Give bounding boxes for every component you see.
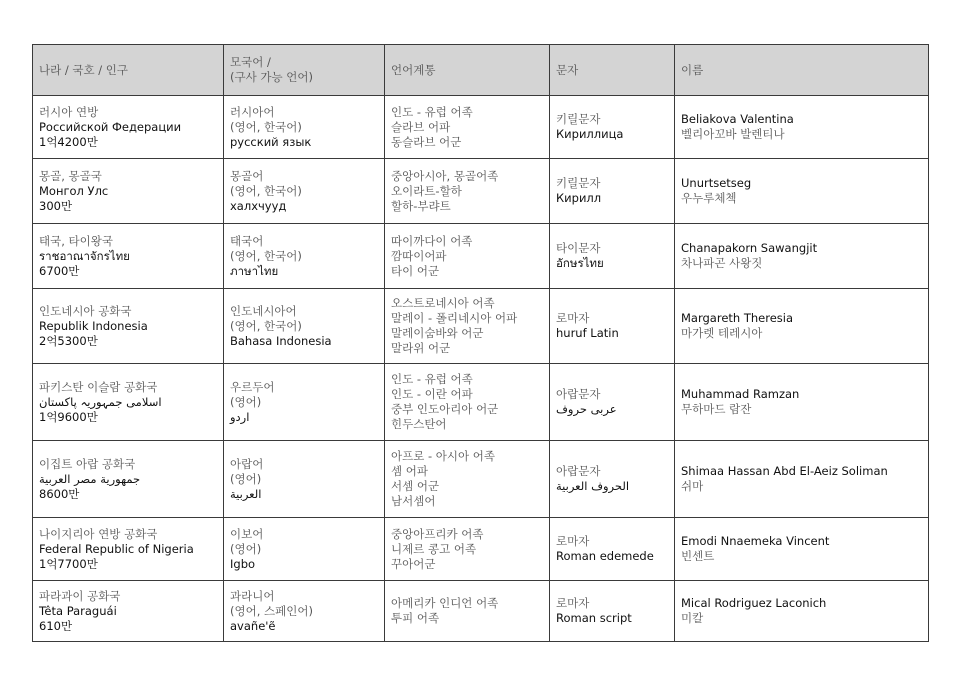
- country-line: جمهورية مصر العربية: [39, 471, 141, 486]
- table-row: [33, 159, 929, 224]
- cell-language-family: [385, 441, 550, 518]
- native-language-line: (영어, 한국어): [230, 119, 302, 134]
- name-line: 우누루체첵: [681, 191, 737, 205]
- language-family-line: 아프로 - 아시아 어족: [391, 449, 495, 463]
- language-family-line: 인도 - 유럽 어족: [391, 104, 473, 119]
- language-family-line: 깜따이어파: [391, 248, 447, 263]
- script-line: 로마자: [556, 596, 590, 610]
- cell-language-family: [385, 96, 550, 159]
- language-family-line: 말라위 어군: [391, 341, 451, 355]
- cell-script: [550, 224, 675, 289]
- header-language-family: [385, 45, 550, 96]
- cell-country: [33, 581, 224, 642]
- header-script-label: 문자: [556, 62, 579, 77]
- native-language-line: русский язык: [230, 134, 312, 149]
- country-line: 300만: [39, 198, 73, 213]
- native-language-line: 이보어: [230, 526, 264, 541]
- native-language-line: 우르두어: [230, 379, 275, 394]
- cell-name: [675, 364, 929, 441]
- language-family-line: 중앙아시아, 몽골어족: [391, 168, 499, 183]
- name-line: Margareth Theresia: [681, 311, 794, 325]
- header-native-language-line: 모국어 /: [230, 55, 271, 69]
- header-language-family-label: 언어계통: [391, 62, 436, 77]
- language-family-line: 투피 어족: [391, 611, 440, 625]
- cell-native-language: [224, 289, 385, 364]
- cell-language-family: [385, 159, 550, 224]
- script-line: Кирилл: [556, 191, 602, 205]
- script-line: 로마자: [556, 534, 590, 548]
- name-line: Chanapakorn Sawangjit: [681, 241, 818, 255]
- cell-script: [550, 159, 675, 224]
- country-line: 1억7700만: [39, 556, 98, 571]
- language-family-line: 셈 어파: [391, 464, 428, 478]
- country-line: ราชอาณาจักรไทย: [39, 248, 130, 263]
- native-language-line: العربية: [230, 486, 262, 501]
- country-line: 파라과이 공화국: [39, 588, 121, 603]
- name-line: Muhammad Ramzan: [681, 387, 800, 401]
- script-line: الحروف العربية: [556, 479, 630, 493]
- country-line: Republik Indonesia: [39, 318, 148, 333]
- language-family-line: 남서셈어: [391, 494, 436, 508]
- script-line: Roman edemede: [556, 549, 654, 563]
- header-country-label: 나라 / 국호 / 인구: [39, 62, 129, 77]
- language-family-line: 중부 인도아리아 어군: [391, 402, 499, 416]
- country-line: 태국, 타이왕국: [39, 233, 113, 248]
- cell-name: [675, 289, 929, 364]
- name-line: Beliakova Valentina: [681, 112, 794, 126]
- name-line: 미칼: [681, 611, 704, 625]
- country-line: 1억4200만: [39, 134, 98, 149]
- native-language-line: 인도네시아어: [230, 303, 297, 318]
- script-line: อักษรไทย: [556, 256, 604, 270]
- table-row: [33, 581, 929, 642]
- cell-native-language: [224, 518, 385, 581]
- cell-script: [550, 581, 675, 642]
- language-family-line: 할하-부랴트: [391, 198, 451, 213]
- country-line: اسلامی جمہوریہ پاکستان: [39, 394, 162, 409]
- country-line: 1억9600만: [39, 409, 98, 424]
- script-line: Кириллица: [556, 127, 624, 141]
- language-family-line: 인도 - 유럽 어족: [391, 372, 473, 386]
- header-name-label: 이름: [681, 62, 704, 77]
- header-script: [550, 45, 675, 96]
- cell-language-family: [385, 364, 550, 441]
- script-line: huruf Latin: [556, 326, 619, 340]
- native-language-line: халхчууд: [230, 198, 287, 213]
- cell-native-language: [224, 96, 385, 159]
- country-line: 러시아 연방: [39, 104, 99, 119]
- language-family-line: 서셈 어군: [391, 479, 440, 493]
- name-line: Unurtsetseg: [681, 176, 752, 190]
- language-family-line: 말레이 - 폴리네시아 어파: [391, 311, 518, 325]
- header-native-language: [224, 45, 385, 96]
- script-line: 로마자: [556, 311, 590, 325]
- cell-script: [550, 96, 675, 159]
- name-line: Emodi Nnaemeka Vincent: [681, 534, 830, 548]
- cell-script: [550, 289, 675, 364]
- cell-native-language: [224, 224, 385, 289]
- cell-country: [33, 289, 224, 364]
- script-line: 키릴문자: [556, 176, 601, 190]
- country-line: Federal Republic of Nigeria: [39, 541, 194, 556]
- cell-script: [550, 441, 675, 518]
- country-line: 파키스탄 이슬람 공화국: [39, 379, 158, 394]
- script-line: 아랍문자: [556, 387, 601, 401]
- native-language-line: Igbo: [230, 556, 256, 571]
- name-line: 쉬마: [681, 479, 704, 493]
- native-language-line: 몽골어: [230, 168, 264, 183]
- native-language-line: 러시아어: [230, 104, 275, 119]
- cell-language-family: [385, 518, 550, 581]
- cell-name: [675, 518, 929, 581]
- cell-language-family: [385, 289, 550, 364]
- native-language-line: ภาษาไทย: [230, 263, 279, 278]
- script-line: عربی حروف: [556, 402, 617, 416]
- country-line: 몽골, 몽골국: [39, 168, 102, 183]
- script-line: 키릴문자: [556, 112, 601, 126]
- language-table: [32, 44, 929, 642]
- cell-name: [675, 96, 929, 159]
- cell-script: [550, 364, 675, 441]
- cell-country: [33, 224, 224, 289]
- native-language-line: Bahasa Indonesia: [230, 333, 332, 348]
- language-family-line: 중앙아프리카 어족: [391, 526, 484, 541]
- table-row: [33, 224, 929, 289]
- cell-country: [33, 364, 224, 441]
- country-line: 6700만: [39, 263, 80, 278]
- table-row: [33, 441, 929, 518]
- script-line: Roman script: [556, 611, 632, 625]
- native-language-line: 태국어: [230, 233, 264, 248]
- cell-country: [33, 518, 224, 581]
- cell-script: [550, 518, 675, 581]
- native-language-line: avañe'ẽ: [230, 618, 276, 633]
- cell-country: [33, 96, 224, 159]
- script-line: 아랍문자: [556, 464, 601, 478]
- language-family-line: 꾸아어군: [391, 556, 436, 571]
- table-row: [33, 289, 929, 364]
- country-line: 나이지리아 연방 공화국: [39, 526, 158, 541]
- table-body: [33, 96, 929, 642]
- cell-native-language: [224, 441, 385, 518]
- country-line: 610만: [39, 618, 73, 633]
- name-line: Shimaa Hassan Abd El-Aeiz Soliman: [681, 464, 888, 478]
- country-line: 2억5300만: [39, 333, 98, 348]
- table-row: [33, 96, 929, 159]
- country-line: 8600만: [39, 486, 80, 501]
- header-country: [33, 45, 224, 96]
- language-family-line: 동슬라브 어군: [391, 134, 462, 149]
- native-language-line: (영어, 스페인어): [230, 603, 313, 618]
- native-language-line: (영어): [230, 471, 262, 486]
- cell-name: [675, 441, 929, 518]
- cell-country: [33, 159, 224, 224]
- header-name: [675, 45, 929, 96]
- cell-native-language: [224, 364, 385, 441]
- language-family-line: 힌두스탄어: [391, 417, 447, 431]
- cell-name: [675, 159, 929, 224]
- cell-native-language: [224, 581, 385, 642]
- native-language-line: (영어, 한국어): [230, 248, 302, 263]
- native-language-line: (영어): [230, 394, 262, 409]
- country-line: 이집트 아랍 공화국: [39, 456, 136, 471]
- name-line: 벨리아꼬바 발렌티나: [681, 127, 785, 141]
- cell-name: [675, 224, 929, 289]
- header-row: [33, 45, 929, 96]
- table-row: [33, 364, 929, 441]
- language-family-line: 인도 - 이란 어파: [391, 387, 473, 401]
- table-row: [33, 518, 929, 581]
- native-language-line: (영어): [230, 541, 262, 556]
- cell-language-family: [385, 581, 550, 642]
- native-language-line: (영어, 한국어): [230, 183, 302, 198]
- language-family-line: 슬라브 어파: [391, 119, 451, 134]
- country-line: Монгол Улс: [39, 183, 109, 198]
- language-family-line: 말레이숨바와 어군: [391, 326, 484, 340]
- cell-language-family: [385, 224, 550, 289]
- native-language-line: 아랍어: [230, 456, 264, 471]
- header-native-language-line: (구사 가능 언어): [230, 70, 313, 84]
- cell-country: [33, 441, 224, 518]
- country-line: Têta Paraguái: [39, 603, 117, 618]
- name-line: Mical Rodriguez Laconich: [681, 596, 827, 610]
- name-line: 차나파곤 사왕짓: [681, 256, 763, 270]
- language-family-line: 오이라트-할하: [391, 183, 462, 198]
- name-line: 무하마드 람잔: [681, 402, 752, 416]
- native-language-line: 과라니어: [230, 588, 275, 603]
- language-family-line: 따이까다이 어족: [391, 233, 473, 248]
- native-language-line: (영어, 한국어): [230, 318, 302, 333]
- name-line: 빈센트: [681, 549, 715, 563]
- cell-name: [675, 581, 929, 642]
- language-family-line: 아메리카 인디언 어족: [391, 596, 499, 610]
- script-line: 타이문자: [556, 241, 601, 255]
- cell-native-language: [224, 159, 385, 224]
- language-family-line: 오스트로네시아 어족: [391, 296, 495, 310]
- native-language-line: اردو: [230, 409, 250, 424]
- country-line: 인도네시아 공화국: [39, 303, 132, 318]
- language-family-line: 타이 어군: [391, 263, 440, 278]
- country-line: Российской Федерации: [39, 119, 182, 134]
- name-line: 마가렛 테레시아: [681, 326, 763, 340]
- language-family-line: 니제르 콩고 어족: [391, 541, 477, 556]
